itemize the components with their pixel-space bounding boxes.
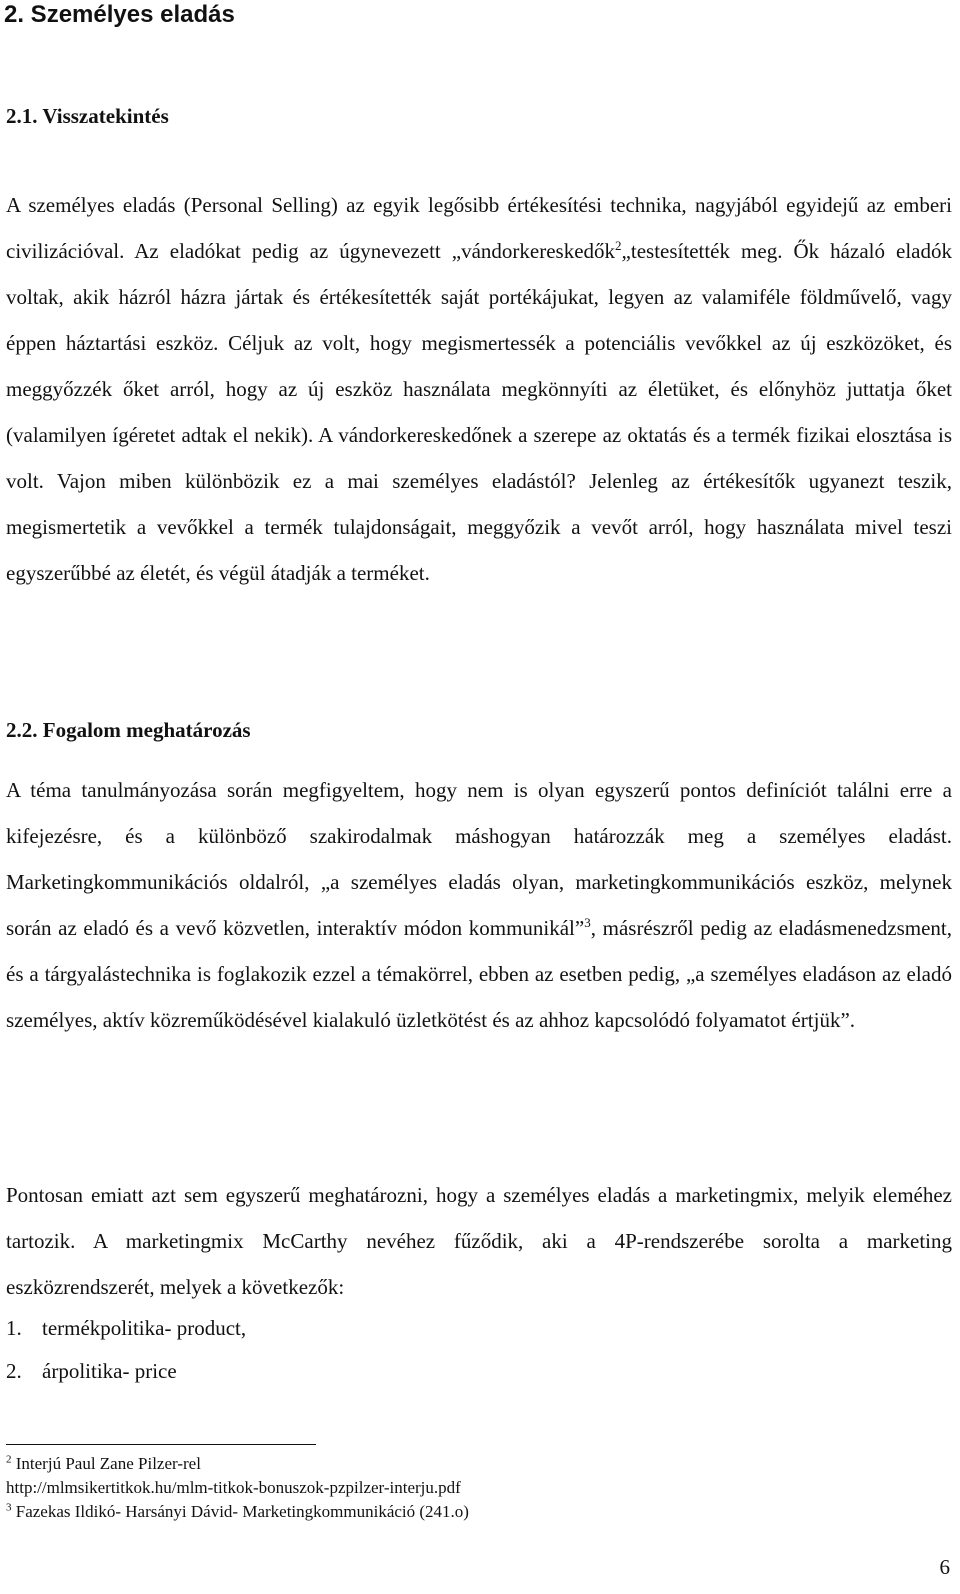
footnote-ref-3: 3 xyxy=(584,915,591,930)
footnote-2-url[interactable]: http://mlmsikertitkok.hu/mlm-titkok-bonuszok-pzpilzer-interju.pdf xyxy=(6,1478,461,1497)
footnote-2-text: Interjú Paul Zane Pilzer-rel xyxy=(11,1454,201,1473)
paragraph-definition xyxy=(6,767,952,1043)
page-number: 6 xyxy=(939,1555,950,1579)
list-item-1-number: 1. xyxy=(6,1316,22,1340)
footnote-3 xyxy=(6,1500,952,1524)
list-item-2-text: árpolitika- price xyxy=(42,1359,177,1383)
paragraph-definition-text-2: , másrészről pedig az eladásmenedzsment, és a tárgyalástechnika is foglakozik ezzel a témakörrel, ebben az esetben pedig, „a személyes eladáson az eladó személyes, aktív közreműködésével kialakuló üzletkötést és az ahhoz kapcsolódó folyamatot értjük”. xyxy=(6,916,952,1032)
paragraph-history-text-1: A személyes eladás (Personal Selling) az egyik legősibb értékesítési technika, nagyjából egyidejű az emberi civilizációval. Az eladókat pedig az úgynevezett „vándorkereskedők xyxy=(6,193,952,263)
footnote-2 xyxy=(6,1452,952,1476)
footnote-3-number: 3 xyxy=(6,1501,12,1514)
section-heading-fogalom: 2.2. Fogalom meghatározás xyxy=(6,718,251,742)
paragraph-definition-text-1: A téma tanulmányozása során megfigyeltem, hogy nem is olyan egyszerű pontos definíciót találni erre a kifejezésre, és a különböző szakirodalmak máshogyan határozzák meg a személyes eladást. Marketingkommunikációs oldalról, „a személyes eladás olyan, marketingkommunikációs eszköz, melynek során az eladó és a vevő közvetlen, interaktív módon kommunikál” xyxy=(6,778,952,940)
list-item-1-text: termékpolitika- product, xyxy=(42,1316,247,1340)
list-item-2 xyxy=(6,1356,177,1386)
paragraph-history-text-2: „testesítették meg. Ők házaló eladók voltak, akik házról házra jártak és értékesítették saját portékájukat, legyen az valamiféle földművelő, vagy éppen háztartási eszköz. Céljuk az volt, hogy megismertessék a potenciális vevőkkel az új eszközöket, és meggyőzzék őket arról, hogy az új eszköz használata megkönnyíti az életüket, és előnyhöz juttatja őket (valamilyen ígéretet adtak el nekik). A vándorkereskedőnek a szerepe az oktatás és a termék fizikai elosztása is volt. Vajon miben különbözik ez a mai személyes eladástól? Jelenleg az értékesítők ugyanezt teszik, megismertetik a vevőkkel a termék tulajdonságait, meggyőzik a vevőt arról, hogy használata mivel teszi egyszerűbbé az életét, és végül átadják a terméket. xyxy=(6,239,952,585)
footnote-separator xyxy=(6,1444,316,1445)
list-item-1 xyxy=(6,1313,246,1343)
footnote-2-number: 2 xyxy=(6,1453,12,1466)
footnotes xyxy=(6,1452,952,1524)
footnote-ref-2: 2 xyxy=(615,238,622,253)
footnote-3-text: Fazekas Ildikó- Harsányi Dávid- Marketingkommunikáció (241.o) xyxy=(11,1502,469,1521)
paragraph-marketingmix-text: Pontosan emiatt azt sem egyszerű meghatározni, hogy a személyes eladás a marketingmix, melyik eleméhez tartozik. A marketingmix McCarthy nevéhez fűződik, aki a 4P-rendszerébe sorolta a marketing eszközrendszerét, melyek a következők: xyxy=(6,1183,952,1299)
chapter-heading: 2. Személyes eladás xyxy=(4,1,235,28)
list-item-2-number: 2. xyxy=(6,1359,22,1383)
paragraph-history xyxy=(6,182,952,596)
paragraph-marketingmix xyxy=(6,1172,952,1310)
section-heading-visszatekintes: 2.1. Visszatekintés xyxy=(6,104,169,128)
